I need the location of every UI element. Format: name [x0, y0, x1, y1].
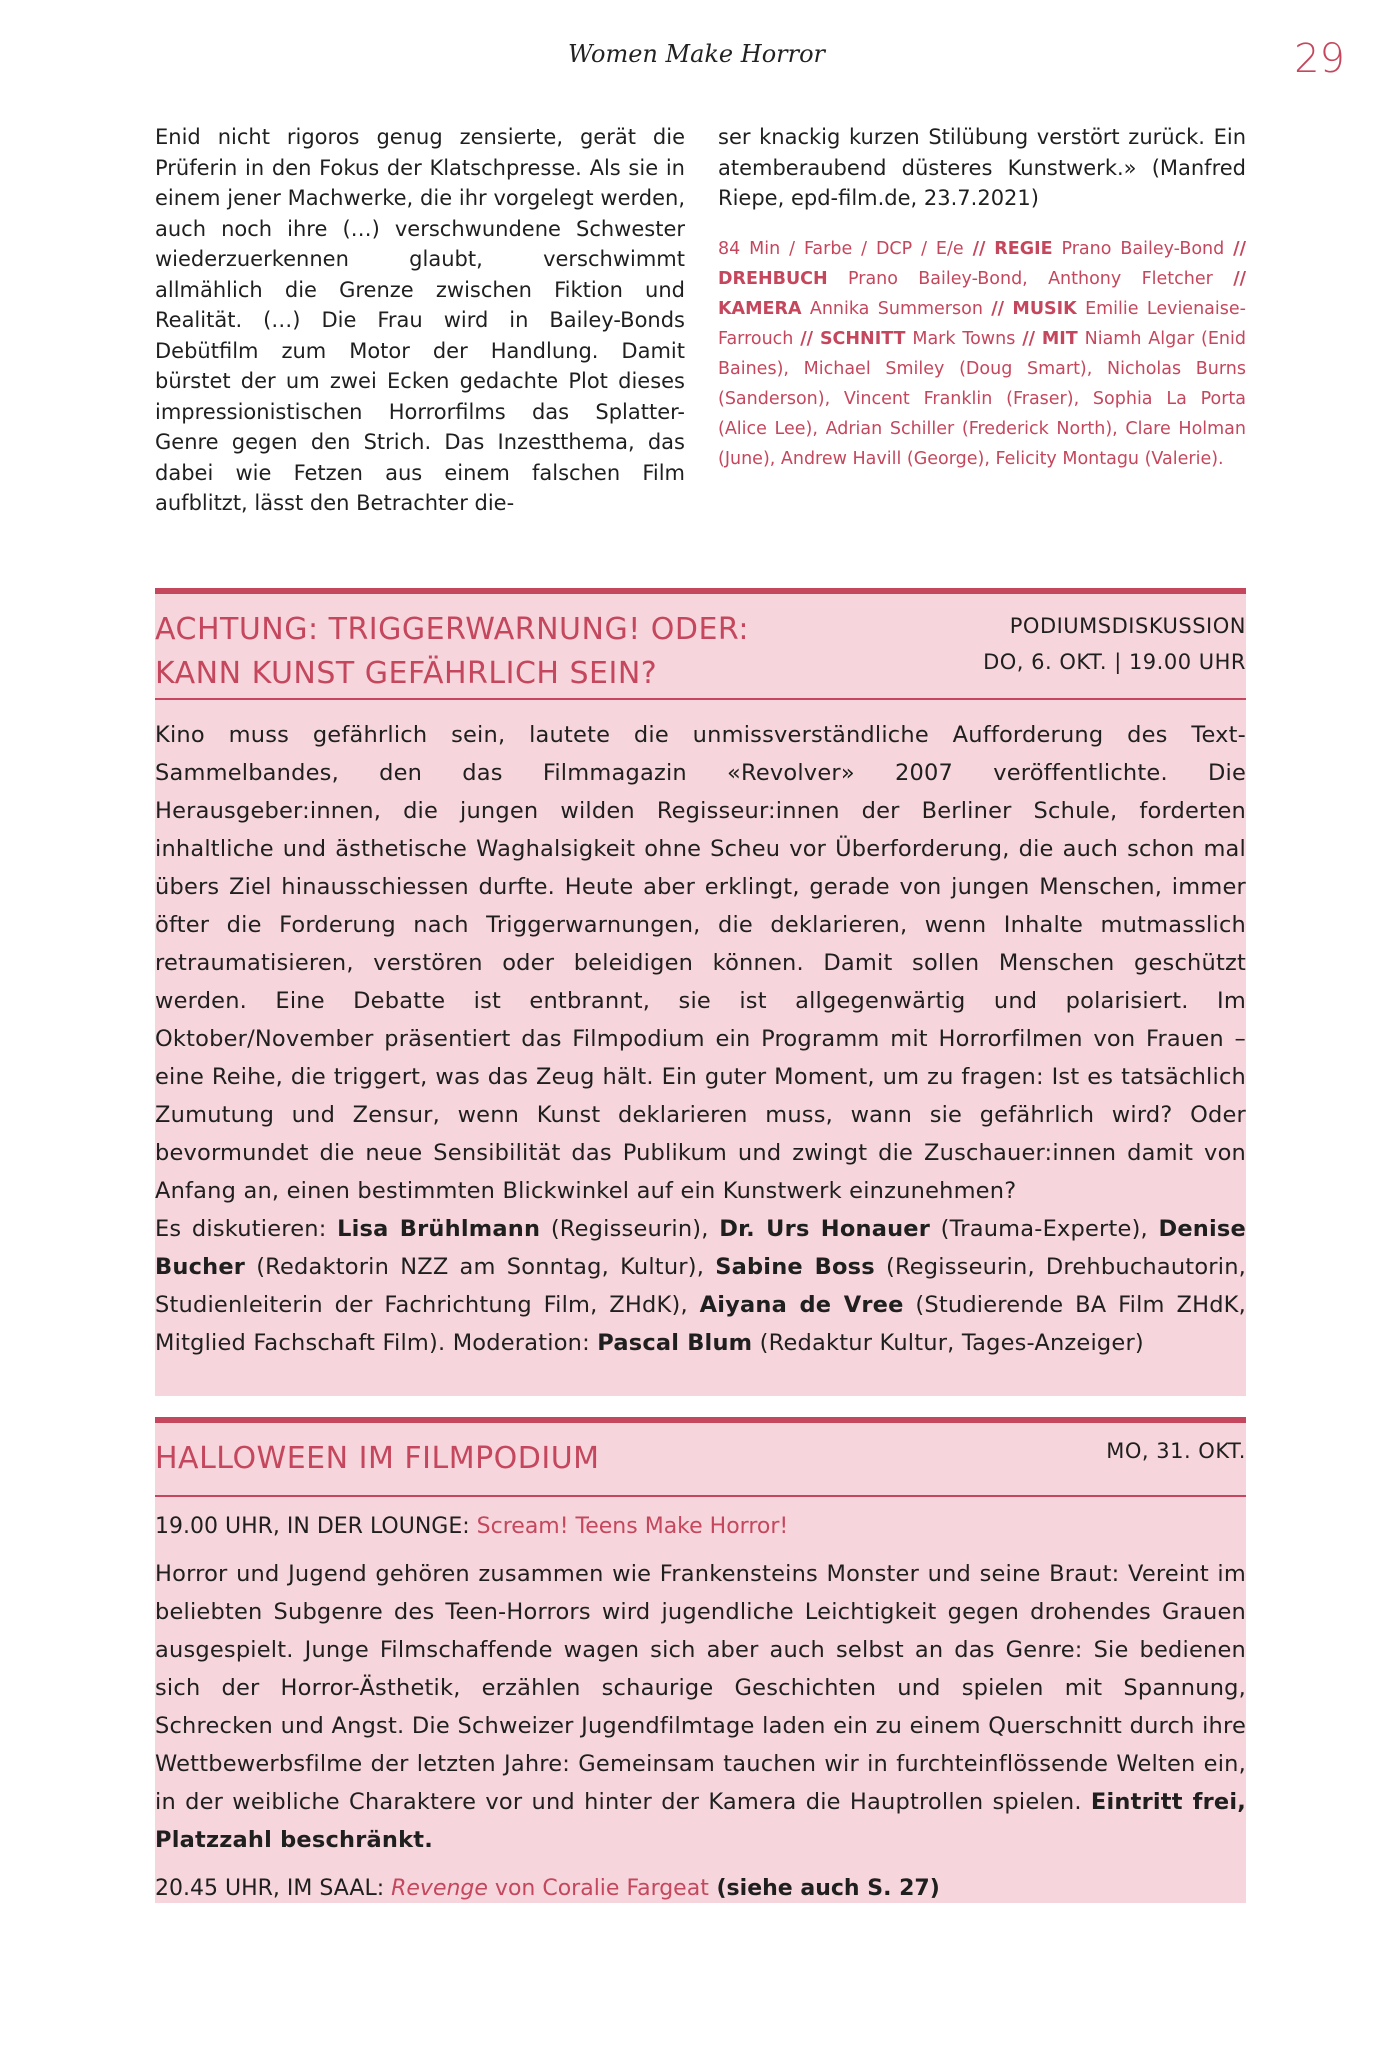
event-header [155, 594, 1246, 698]
review-text-left: Enid nicht rigoros genug zensierte, gerät die Prüferin in den Fokus der Klatschpresse. Als sie in einem jener Machwerke, die ihr vorgelegt werden, auch noch ihre (…) verschwundene Schwester wiederzuerkennen glaubt, verschwimmt allmählich die Grenze zwischen Fiktion und Realität. (…) Die Frau wird in Bailey-Bonds Debütfilm zum Motor der Handlung. Damit bürstet der um zwei Ecken gedachte Plot dieses impressionistischen Horrorfilms das Splatter-Genre gegen den Strich. Das Inzestthema, das dabei wie Fetzen aus einem falschen Film aufblitzt, lässt den Betrachter die- [155, 125, 685, 515]
right-column [718, 122, 1246, 474]
admission-note: Eintritt frei, Platzzahl beschränkt. [155, 1789, 1246, 1853]
film-credits: 84 Min / Farbe / DCP / E/e // REGIE Prano Bailey-Bond // DREHBUCH Prano Bailey-Bond, Anthony Fletcher // KAMERA Annika Summerson // MUSIK Emilie Levienaise-Farrouch // SCHNITT Mark Towns // MIT Niamh Algar (Enid Baines), Michael Smiley (Doug Smart), Nicholas Burns (Sanderson), Vincent Franklin (Fraser), Sophia La Porta (Alice Lee), Adrian Schiller (Frederick North), Clare Holman (June), Andrew Havill (George), Felicity Montagu (Valerie). [718, 238, 1246, 469]
running-header: Women Make Horror [567, 40, 826, 68]
event-title: ACHTUNG: TRIGGERWARNUNG! ODER: KANN KUNST GEFÄHRLICH SEIN? [155, 612, 749, 691]
event-panel-discussion [155, 588, 1246, 1396]
left-column [155, 122, 685, 519]
event-date: DO, 6. OKT. | 19.00 UHR [983, 650, 1246, 674]
panelist-name: Sabine Boss [715, 1254, 875, 1280]
event-date: MO, 31. OKT. [1106, 1439, 1246, 1463]
panelist-name: Lisa Brühlmann [337, 1216, 541, 1242]
event-header [155, 1423, 1246, 1495]
slot-title: Scream! Teens Make Horror! [476, 1514, 789, 1539]
review-text-right: ser knackig kurzen Stilübung verstört zurück. Ein atemberaubend düsteres Kunstwerk.» (Manfred Riepe, epd-film.de, 23.7.2021) [718, 125, 1246, 210]
event-body: Horror und Jugend gehören zusammen wie Frankensteins Monster und seine Braut: Vereint im beliebten Subgenre des Teen-Horrors wird jugendliche Leichtigkeit gegen drohendes Grauen ausgespielt. Junge Filmschaffende wagen sich aber auch selbst an das Genre: Sie bedienen sich der Horror-Ästhetik, erzählen schaurige Geschichten und spielen mit Spannung, Schrecken und Angst. Die Schweizer Jugendfilmtage laden ein zu einem Querschnitt durch ihre Wettbewerbsfilme der letzten Jahre: Gemeinsam tauchen wir in furchteinflössende Welten ein, in der weibliche Charaktere vor und hinter der Kamera die Hauptrollen spielen. Eintritt frei, Platzzahl beschränkt. [155, 1561, 1246, 1853]
panelist-name: Denise Bucher [155, 1216, 1246, 1280]
moderator-name: Pascal Blum [597, 1330, 753, 1356]
film-title: Revenge [391, 1876, 488, 1901]
divider [155, 1495, 1246, 1497]
slot-saal: 20.45 UHR, IM SAAL: Revenge von Coralie Fargeat (siehe auch S. 27) [155, 1876, 940, 1901]
page-number: 29 [1294, 36, 1345, 82]
panelist-name: Dr. Urs Honauer [719, 1216, 931, 1242]
page-reference: (siehe auch S. 27) [708, 1876, 940, 1901]
slot-lounge: 19.00 UHR, IN DER LOUNGE: Scream! Teens Make Horror! [155, 1514, 789, 1539]
event-title: HALLOWEEN IM FILMPODIUM [155, 1441, 600, 1476]
event-type: PODIUMSDISKUSSION [1009, 614, 1246, 638]
event-body: Kino muss gefährlich sein, lautete die unmissverständliche Aufforderung des Text-Sammelbandes, den das Filmmagazin «Revolver» 2007 veröffentlichte. Die Herausgeber:innen, die jungen wilden Regisseur:innen der Berliner Schule, forderten inhaltliche und ästhetische Waghalsigkeit ohne Scheu vor Überforderung, die auch schon mal übers Ziel hinausschiessen durfte. Heute aber erklingt, gerade von jungen Menschen, immer öfter die Forderung nach Triggerwarnungen, die deklarieren, wenn Inhalte mutmasslich retraumatisieren, verstören oder beleidigen können. Damit sollen Menschen geschützt werden. Eine Debatte ist entbrannt, sie ist allgegenwärtig und polarisiert. Im Oktober/November präsentiert das Filmpodium ein Programm mit Horrorfilmen von Frauen – eine Reihe, die triggert, was das Zeug hält. Ein guter Moment, um zu fragen: Ist es tatsächlich Zumutung und Zensur, wenn Kunst deklarieren muss, wann sie gefährlich wird? Oder bevormundet die neue Sensibilität das Publikum und zwingt die Zuschauer:innen damit von Anfang an, einen bestimmten Blickwinkel auf ein Kunstwerk einzunehmen? Es diskutieren: Lisa Brühlmann (Regisseurin), Dr. Urs Honauer (Trauma-Experte), Denise Bucher (Redaktorin NZZ am Sonntag, Kultur), Sabine Boss (Regisseurin, Drehbuchautorin, Studienleiterin der Fachrichtung Film, ZHdK), Aiyana de Vree (Studierende BA Film ZHdK, Mitglied Fachschaft Film). Moderation: Pascal Blum (Redaktur Kultur, Tages-Anzeiger) [155, 722, 1247, 1356]
event-halloween [155, 1417, 1246, 1903]
panelist-name: Aiyana de Vree [699, 1292, 904, 1318]
event-meta [983, 608, 1246, 680]
